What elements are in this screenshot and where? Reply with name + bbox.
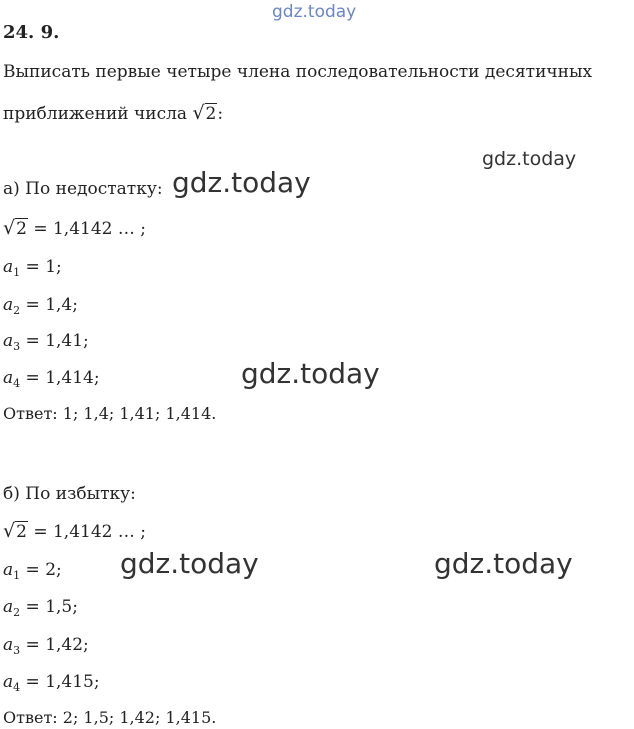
sqrt-value: = 1,4142 … ; [27,522,147,542]
part-a-term-2 [3,295,78,317]
part-a-term-1 [3,257,62,279]
watermark-mid: gdz.today [172,166,311,199]
radicand: 2 [205,104,217,124]
term-value: = 1,41; [20,331,89,351]
term-index: 4 [13,377,21,390]
radical-sign: √ [3,520,16,542]
term-index: 1 [13,569,21,582]
term-value: = 1; [20,257,62,277]
term-var: a [3,295,14,315]
radicand: 2 [16,522,27,542]
task-text-line-1: Выписать первые четыре члена последовательности десятичных [3,62,593,82]
term-index: 2 [13,304,21,317]
part-b-term-3 [3,635,89,657]
part-b-label: б) По избытку: [3,484,136,504]
part-b-sqrt-line [3,520,146,542]
term-var: a [3,368,14,388]
term-var: a [3,560,14,580]
sqrt-value: = 1,4142 … ; [27,219,147,239]
term-index: 4 [13,681,21,694]
part-b-answer: Ответ: 2; 1,5; 1,42; 1,415. [3,708,217,727]
part-b-term-2 [3,597,78,619]
part-a-term-4 [3,368,100,390]
radicand: 2 [16,219,27,239]
part-a-label: а) По недостатку: [3,179,163,199]
task-text-fragment: приближений числа [3,104,193,124]
task-text-line-2 [3,102,223,124]
term-value: = 1,415; [20,672,100,692]
sqrt-expression [3,520,28,542]
part-a-term-3 [3,331,89,353]
term-index: 2 [13,606,21,619]
term-value: = 1,5; [20,597,78,617]
sqrt-expression [3,217,28,239]
part-a-sqrt-line [3,217,146,239]
term-index: 1 [13,266,21,279]
term-var: a [3,672,14,692]
term-index: 3 [13,644,21,657]
task-text-end: : [217,104,224,124]
radical-sign: √ [192,102,205,124]
part-b-term-1 [3,560,62,582]
term-index: 3 [13,340,21,353]
term-var: a [3,257,14,277]
watermark-top: gdz.today [272,2,357,22]
term-value: = 2; [20,560,62,580]
term-var: a [3,597,14,617]
term-var: a [3,635,14,655]
term-value: = 1,414; [20,368,100,388]
watermark-right: gdz.today [482,148,577,170]
watermark-bottom-right: gdz.today [434,547,573,580]
radical-sign: √ [3,217,16,239]
part-a-answer: Ответ: 1; 1,4; 1,41; 1,414. [3,404,217,423]
watermark-center: gdz.today [241,357,380,390]
part-b-term-4 [3,672,100,694]
term-value: = 1,42; [20,635,89,655]
term-var: a [3,331,14,351]
watermark-bottom-left: gdz.today [120,547,259,580]
problem-number: 24. 9. [3,22,60,43]
sqrt-expression [192,102,217,124]
term-value: = 1,4; [20,295,78,315]
